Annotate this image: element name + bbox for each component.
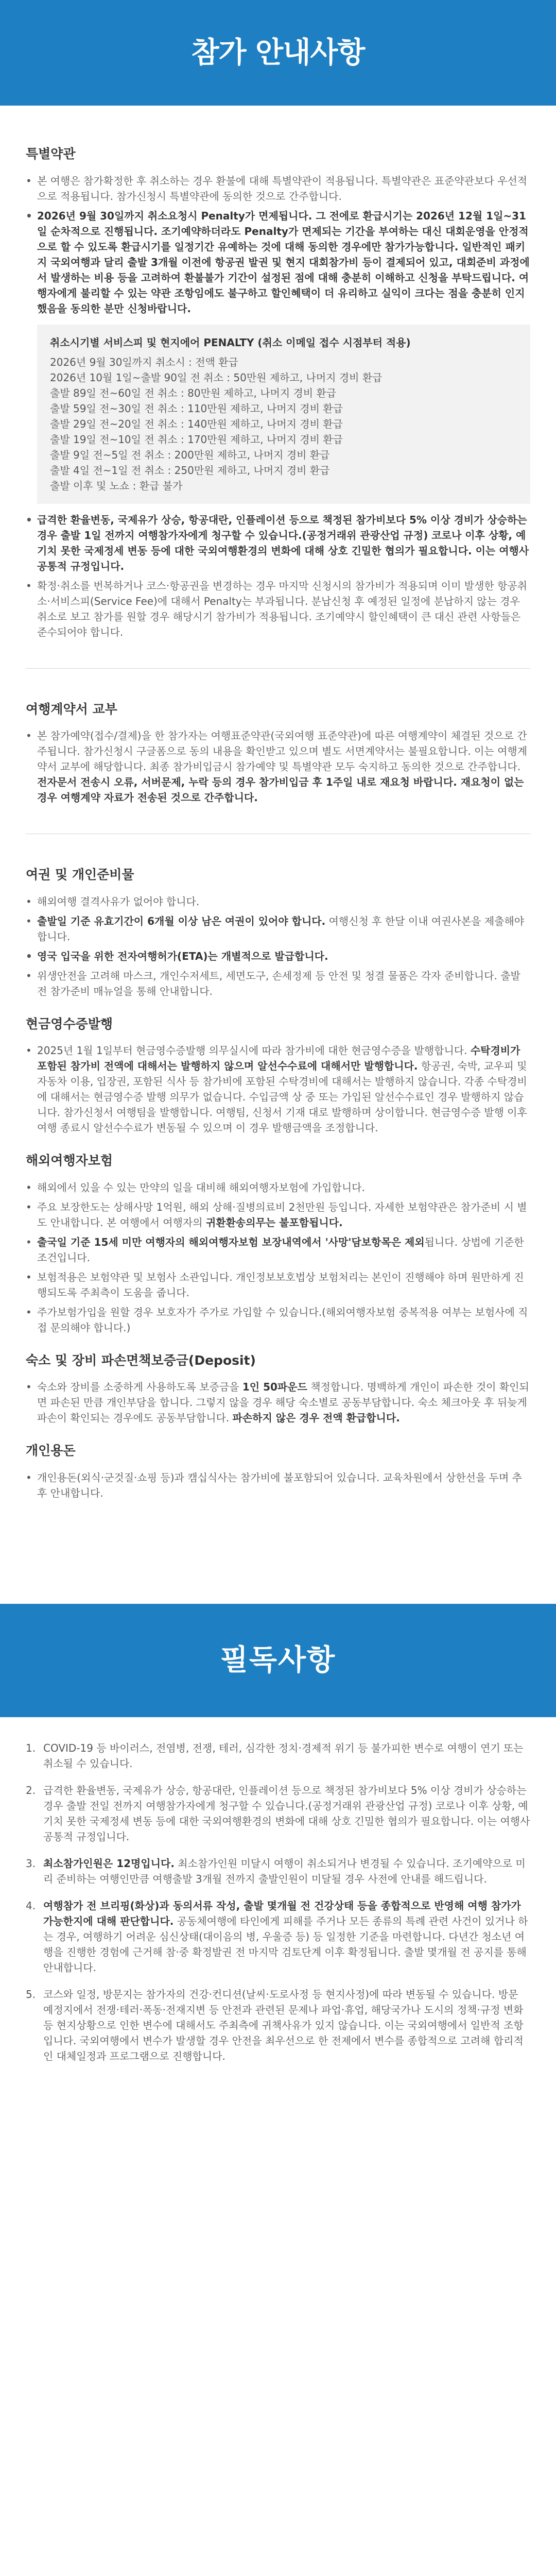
notice-list — [0, 1740, 556, 2064]
receipt-text: 항공권, 숙박, 교우피 및 자동차 이용, 입장권, 포함된 식사 등 참가비에 포함된 수탁경비에 대해서는 발행하지 않습니다. 각종 수탁경비에 대해서는 현금영수증 발행 의무가 없습니다. 수입금액 상 중 또는 가입된 알선수수료인 경우 발행하지 않습니다. 참가신청서 여행팀을 발행합니다. 여행팀, 신청서 기재 대로 발행하며 상이합니다. 현금영수증 발행 이후 여행 종료시 알선수수료가 변동될 수 있으며 이 경우 발행금액을 조정합니다. — [37, 1060, 527, 1134]
item-text: 코스와 일정, 방문지는 참가자의 건강·컨디션(날씨·도로사정 등 현지사정)에 따라 변동될 수 있습니다. 방문 예정지에서 전쟁·테러·폭동·전재지변 등 안전과 관련된 문제나 파업·휴업, 해당국가나 도시의 정책·규정 변화 등 현지상황으로 인한 변수에 대해서도 주최측에 귀책사유가 있지 않습니다. 이는 국외여행에서 일반적 조항입니다. 국외여행에서 변수가 발생할 경우 안전을 최우선으로 한 전제에서 변수를 종합적으로 고려해 합리적인 대체일정과 프로그램으로 진행합니다. — [43, 1988, 524, 2062]
insurance-bold: 출국일 기준 15세 미만 여행자의 해외여행자보험 보장내역에서 — [37, 1235, 325, 1248]
list-item: • 개인용돈(외식·군것질·쇼핑 등)과 캠십식사는 참가비에 불포함되어 있습니다. 교육차원에서 상한선을 두며 추후 안내합니다. — [26, 1470, 530, 1501]
passport-list — [26, 894, 530, 999]
fee-line: 출발 59일 전~30일 전 취소 : 110만원 제하고, 나머지 경비 환급 — [50, 402, 343, 415]
deposit-text: 책정합니다. 명백하게 개인이 파손한 것이 확인되면 파손된 만큼 개인부담을 합니다. 그렇지 않을 경우 해당 숙소별로 공동부담합니다. 숙소 체크아웃 후 뒤늦게 파손이 확인되는 경우에도 공동부담합니다. — [37, 1381, 529, 1424]
item-bold: 최소참가인원은 12명입니다. — [43, 1857, 175, 1870]
item-text: 급격한 환율변동, 국제유가 상승, 항공대란, 인플레이션 등으로 책정된 참가비보다 5% 이상 경비가 상승하는 경우 출발 전일 전까지 여행참가자에게 청구할 수 있습니다.(공정거래위 관광산업 규정) 코로나 이후 상황, 예기치 못한 국제정세 변동 등에 대한 국외여행환경의 변화에 대해 상호 긴밀한 협의가 필요합니다. 이는 여행사 공통적 규정입니다. — [43, 1784, 530, 1843]
special-terms-list — [26, 173, 530, 316]
page-title: 참가 안내사항 — [191, 36, 365, 70]
list-item — [26, 913, 530, 944]
list-item — [26, 1740, 530, 1771]
fee-line: 출발 89일 전~60일 전 취소 : 80만원 제하고, 나머지 경비 환급 — [50, 386, 337, 399]
passport-section — [0, 865, 556, 1501]
receipt-text: 2025년 1월 1일부터 현금영수증발행 의무실시에 따라 참가비에 대한 현금영수증을 발행합니다. — [37, 1044, 471, 1057]
fee-line: 출발 4일 전~1일 전 취소 : 250만원 제하고, 나머지 경비 환급 — [50, 464, 330, 477]
list-item — [26, 1234, 530, 1265]
list-item — [26, 1783, 530, 1844]
list-item: • 해외에서 있을 수 있는 만약의 일을 대비해 해외여행자보험에 가입합니다. — [26, 1180, 530, 1195]
list-item — [26, 728, 530, 805]
insurance-bold: 귀환환송의무는 불포함됩니다. — [205, 1216, 343, 1229]
fee-line: 2026년 9월 30일까지 취소시 : 전액 환급 — [50, 355, 238, 368]
deposit-title: 숙소 및 장비 파손면책보증금(Deposit) — [26, 1352, 256, 1368]
contract-text: 본 참가예약(접수/결제)을 한 참가자는 여행표준약관(국외여행 표준약관)에 따른 여행계약이 체결된 것으로 간주됩니다. 참가신청시 구글폼으로 동의 내용을 확인받고 있으며 별도 서면계약서는 불필요합니다. 이는 여행계약서 교부에 해당합니다. 최종 참가비입금시 참가예약 및 특별약관 모두 숙지하고 동의한 것으로 간주합니다. — [37, 730, 528, 773]
fee-line: 출발 29일 전~20일 전 취소 : 140만원 제하고, 나머지 경비 환급 — [50, 417, 343, 430]
fee-box-title: 취소시기별 서비스피 및 현지에어 PENALTY (취소 이메일 접수 시점부터 적용) — [50, 336, 411, 349]
section-divider — [26, 668, 530, 669]
list-item: • 확정·취소를 번복하거나 코스·항공권을 변경하는 경우 마지막 신청시의 참가비가 적용되며 이미 발생한 항공취소·서비스피(Service Fee)에 대해서 Penalty는 부과됩니다. 분납신청 후 예정된 일정에 분납하지 않는 경우 취소로 보고 참가를 원할 경우 해당시기 참가비가 적용됩니다. 조기예약시 할인혜택이 큰 대신 관련 사항들은 준수되어야 합니다. — [26, 578, 530, 640]
list-item — [26, 1987, 530, 2064]
list-item — [26, 1856, 530, 1887]
insurance-text: 주요 보장한도는 상해사망 1억원, 해외 상해·질병의료비 2천만원 등입니다. 자세한 보험약관은 참가준비 시 별도 안내합니다. 본 여행에서 여행자의 — [37, 1200, 527, 1229]
receipt-list — [26, 1043, 530, 1136]
item-bold: 여행참가 전 브리핑(화상)과 동의서류 작성, 출발 몇개월 전 건강상태 등을 종합적으로 반영해 여행 참가가 가능한지에 대해 판단합니다. — [43, 1899, 521, 1927]
receipt-title: 현금영수증발행 — [26, 1016, 113, 1031]
item-number: 3. — [26, 1857, 36, 1870]
item-text: 최소참가인원 미달시 여행이 취소되거나 변경될 수 있습니다. 조기예약으로 미리 준비하는 여행인만큼 여행출발 3개월 전까지 출발인원이 미달될 경우 사전에 안내를 해드립니다. — [43, 1857, 526, 1885]
notice-title: 필독사항 — [220, 1643, 336, 1677]
passport-text: 여행신청 후 한달 이내 여권사본을 제출해야 합니다. — [37, 914, 525, 943]
list-item — [26, 1379, 530, 1426]
item-number: 4. — [26, 1899, 36, 1912]
receipt-bold: 수탁경비가 포함된 참가비 전액에 대해서는 발행하지 않으며 알선수수료에 대해서만 발행합니다. — [37, 1044, 520, 1072]
deposit-bold: 1인 50파운드 — [242, 1381, 307, 1393]
list-item: • 보험적용은 보험약관 및 보험사 소관입니다. 개인정보보호법상 보험처리는 본인이 진행해야 하며 원만하게 진행되도록 주최측이 도움을 줍니다. — [26, 1269, 530, 1300]
notice-banner — [0, 1604, 556, 1717]
item-number: 5. — [26, 1988, 36, 2001]
list-item: • 영국 입국을 위한 전자여행허가(ETA)는 개별적으로 발급합니다. — [26, 948, 530, 964]
item-text: COVID-19 등 바이러스, 전염병, 전쟁, 테러, 심각한 정치·경제적 위기 등 불가피한 변수로 여행이 연기 또는 취소될 수 있습니다. — [43, 1741, 524, 1770]
insurance-bold: '사망'담보항목은 제외 — [325, 1235, 425, 1248]
list-item — [26, 1898, 530, 1975]
passport-title: 여권 및 개인준비물 — [26, 867, 134, 882]
insurance-title: 해외여행자보험 — [26, 1153, 113, 1168]
list-item: • 해외여행 결격사유가 없어야 합니다. — [26, 894, 530, 909]
list-item — [26, 1199, 530, 1230]
contract-list — [26, 728, 530, 805]
deposit-bold: 파손하지 않은 경우 전액 환급합니다. — [232, 1412, 400, 1424]
personal-money-list — [26, 1470, 530, 1501]
deposit-list — [26, 1379, 530, 1426]
contract-section — [0, 700, 556, 806]
passport-bold: 출발일 기준 유효기간이 6개월 이상 남은 여권이 있어야 합니다. — [37, 914, 326, 927]
item-text: 공동체여행에 타인에게 피해를 주거나 모든 종류의 특례 관련 사건이 있거나 하는 경우, 여행하기 어려운 심신상태(대이음의 병, 우울증 등) 등 일정한 기준을 마련합니다. 다년간 청소년 여행을 진행한 경험에 근거해 참·중 확정발권 전 마지막 검토단계 이후 확정됩니다. 출발 몇개월 전 공지를 통해 안내합니다. — [43, 1914, 528, 1974]
personal-money-title: 개인용돈 — [26, 1443, 76, 1458]
list-item — [26, 1043, 530, 1136]
special-terms-list-2 — [26, 512, 530, 640]
fee-line: 2026년 10월 1일~출발 90일 전 취소 : 50만원 제하고, 나머지 경비 환급 — [50, 371, 383, 384]
title-banner — [0, 0, 556, 106]
fee-line: 출발 9일 전~5일 전 취소 : 200만원 제하고, 나머지 경비 환급 — [50, 448, 330, 461]
fee-line: 출발 이후 및 노쇼 : 환급 불가 — [50, 479, 183, 492]
list-item: • 본 여행은 참가확정한 후 취소하는 경우 환불에 대해 특별약관이 적용됩니다. 특별약관은 표준약관보다 우선적으로 적용됩니다. 참가신청시 특별약관에 동의한 것으로 간주합니다. — [26, 173, 530, 204]
special-terms-title: 특별약관 — [26, 146, 76, 161]
list-item: • 급격한 환율변동, 국제유가 상승, 항공대란, 인플레이션 등으로 책정된 참가비보다 5% 이상 경비가 상승하는 경우 출발 1일 전까지 여행참가자에게 청구할 수 있습니다.(공정거래위 관광산업 규정) 코로나 이후 상황, 예기치 못한 국제정세 변동 등에 대한 국외여행환경의 변화에 대해 상호 긴밀한 협의가 필요합니다. 이는 여행사 공통적 규정입니다. — [26, 512, 530, 574]
list-item: • 위생안전을 고려해 마스크, 개인수저세트, 세면도구, 손세정제 등 안전 및 청결 물품은 각자 준비합니다. 출발 전 참가준비 매뉴얼을 통해 안내합니다. — [26, 968, 530, 999]
insurance-text: 됩니다. 상법에 기준한 조건입니다. — [37, 1235, 524, 1264]
fee-line: 출발 19일 전~10일 전 취소 : 170만원 제하고, 나머지 경비 환급 — [50, 433, 343, 446]
item-number: 1. — [26, 1741, 36, 1754]
list-item: • 2026년 9월 30일까지 취소요청시 Penalty가 면제됩니다. 그 전에로 환급시기는 2026년 12월 1일~31일 순차적으로 진행됩니다. 조기예약하더라도 Penalty가 면제되는 기간을 부여하는 대신 대회운영을 안정적으로 할 수 있도록 환급시기를 일정기간 유예하는 것에 대해 동의한 경우에만 참가가능합니다. 일반적인 패키지 국외여행과 달리 출발 3개월 이전에 항공권 발권 및 현지 대회참가비 등이 결제되어 있고, 대회준비 과정에서 발생하는 비용 등을 고려하여 환불불가 기간이 설정된 점에 대해 충분히 이해하고 신청을 부탁드립니다. 여행자에게 불리할 수 있는 약관 조항임에도 불구하고 할인혜택이 더 유리하고 실익이 크다는 점을 충분히 인지했음을 동의한 분만 신청바랍니다. — [26, 208, 530, 316]
item-number: 2. — [26, 1784, 36, 1797]
contract-text-bold: 전자문서 전송시 오류, 서버문제, 누락 등의 경우 참가비입금 후 1주일 내로 재요청 바랍니다. 재요청이 없는 경우 여행계약 자료가 전송된 것으로 간주합니다. — [37, 776, 524, 804]
contract-title: 여행계약서 교부 — [26, 701, 117, 717]
insurance-list — [26, 1180, 530, 1335]
list-item: • 주가보험가입을 원할 경우 보호자가 주가로 가입할 수 있습니다.(해외여행자보험 중복적용 여부는 보험사에 직접 문의해야 합니다.) — [26, 1304, 530, 1335]
cancellation-fee-box — [37, 325, 530, 504]
special-terms-section — [0, 144, 556, 640]
deposit-text: 숙소와 장비를 소중하게 사용하도록 보증금을 — [37, 1381, 242, 1393]
